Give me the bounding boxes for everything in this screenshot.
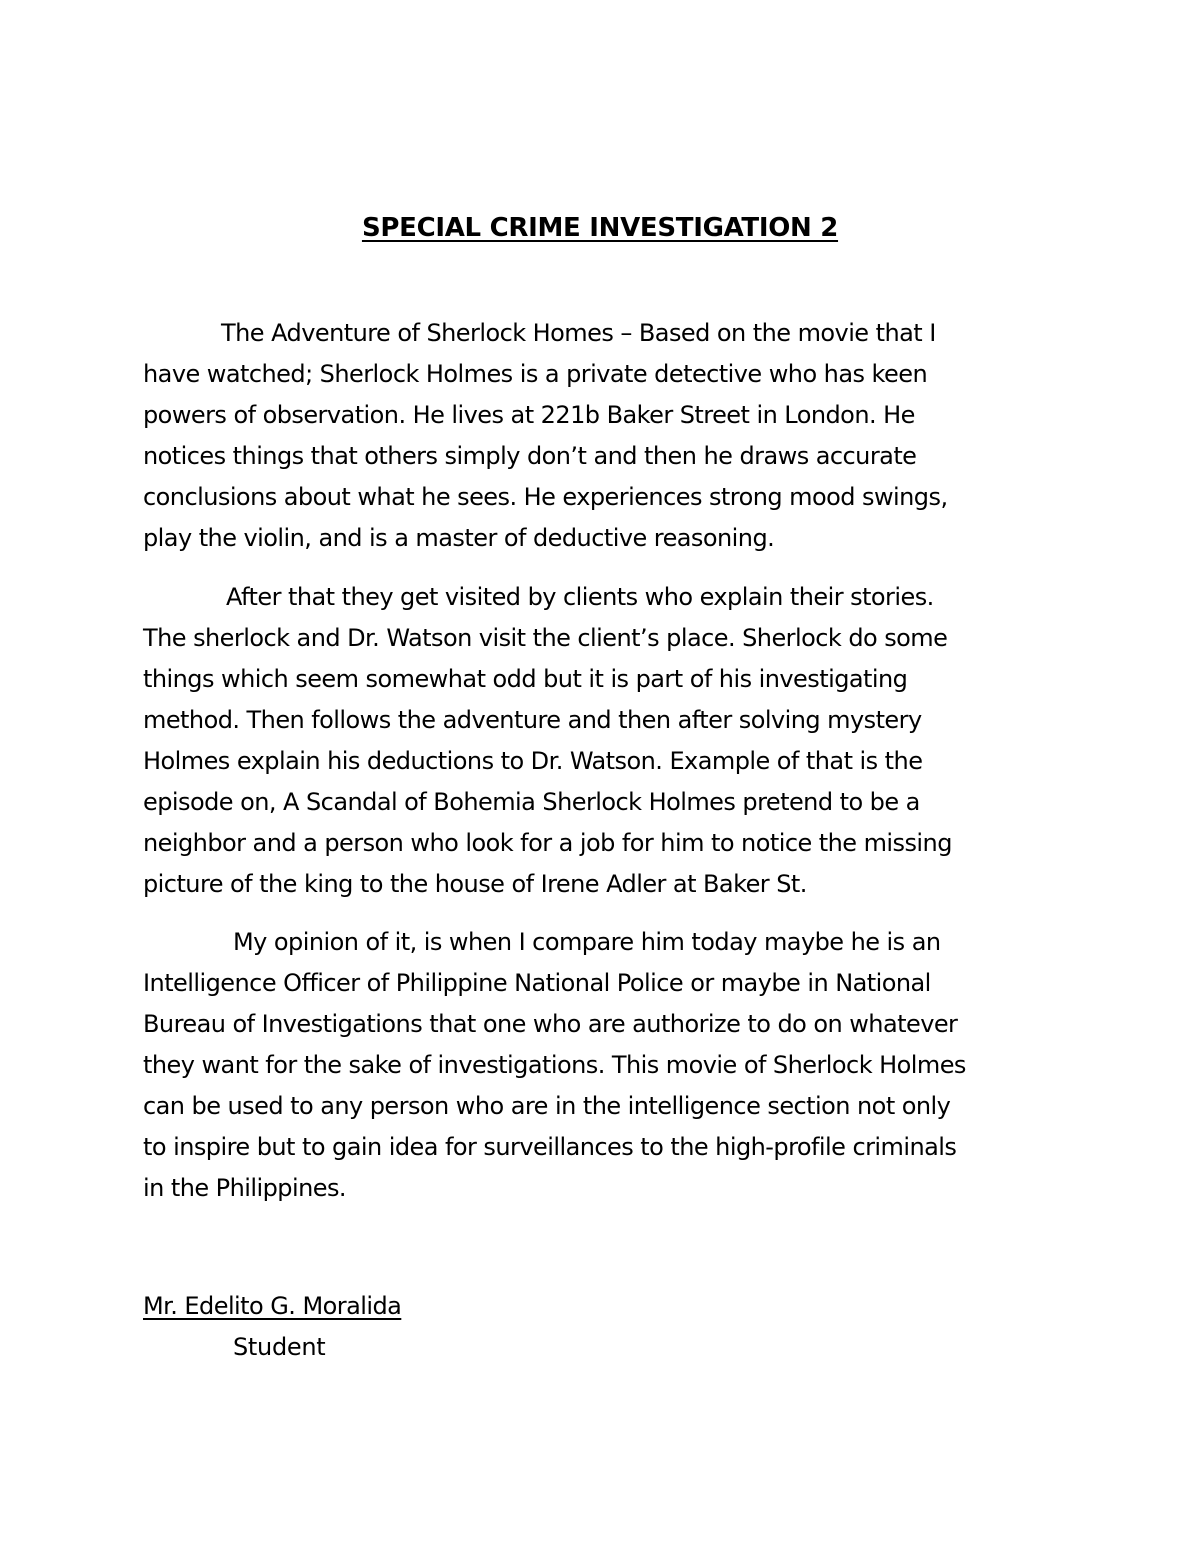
- signature-role: Student: [233, 1333, 326, 1361]
- paragraph-line: to inspire but to gain idea for surveillances to the high-profile criminals: [143, 1133, 957, 1161]
- paragraph-2: [143, 577, 1048, 905]
- paragraph-line: episode on, A Scandal of Bohemia Sherlock Holmes pretend to be a: [143, 788, 920, 816]
- paragraph-line: Bureau of Investigations that one who are authorize to do on whatever: [143, 1010, 958, 1038]
- paragraph-line: things which seem somewhat odd but it is part of his investigating: [143, 665, 908, 693]
- paragraph-line: play the violin, and is a master of deductive reasoning.: [143, 524, 775, 552]
- paragraph-line: picture of the king to the house of Irene Adler at Baker St.: [143, 870, 807, 898]
- paragraph-line: have watched; Sherlock Holmes is a private detective who has keen: [143, 360, 928, 388]
- paragraph-line: conclusions about what he sees. He experiences strong mood swings,: [143, 483, 948, 511]
- paragraph-line: powers of observation. He lives at 221b Baker Street in London. He: [143, 401, 915, 429]
- paragraph-1: [143, 313, 1048, 559]
- paragraph-line: can be used to any person who are in the intelligence section not only: [143, 1092, 951, 1120]
- paragraph-line: notices things that others simply don’t and then he draws accurate: [143, 442, 917, 470]
- paragraph-3: [143, 922, 1048, 1209]
- paragraph-line: neighbor and a person who look for a job for him to notice the missing: [143, 829, 952, 857]
- paragraph-line: method. Then follows the adventure and then after solving mystery: [143, 706, 922, 734]
- paragraph-line: in the Philippines.: [143, 1174, 347, 1202]
- paragraph-line: The sherlock and Dr. Watson visit the client’s place. Sherlock do some: [143, 624, 948, 652]
- document-title: SPECIAL CRIME INVESTIGATION 2: [361, 213, 839, 243]
- paragraph-line: they want for the sake of investigations. This movie of Sherlock Holmes: [143, 1051, 966, 1079]
- signature-name: Mr. Edelito G. Moralida: [143, 1292, 402, 1320]
- paragraph-line: After that they get visited by clients who explain their stories.: [226, 583, 934, 611]
- paragraph-line: My opinion of it, is when I compare him today maybe he is an: [233, 928, 941, 956]
- paragraph-line: The Adventure of Sherlock Homes – Based on the movie that I: [221, 319, 936, 347]
- paragraph-line: Holmes explain his deductions to Dr. Watson. Example of that is the: [143, 747, 923, 775]
- paragraph-line: Intelligence Officer of Philippine National Police or maybe in National: [143, 969, 931, 997]
